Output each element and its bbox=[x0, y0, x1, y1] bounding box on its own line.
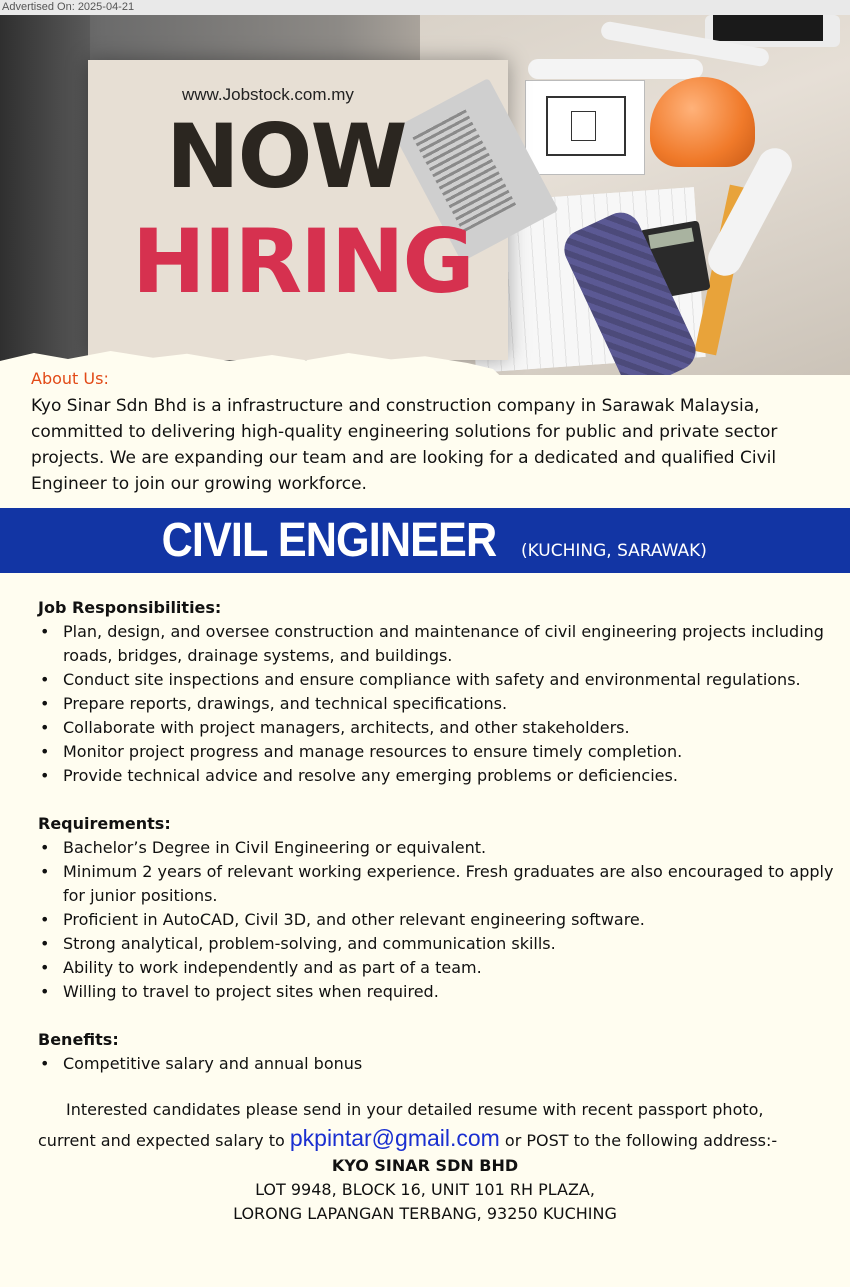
list-item: • Bachelor’s Degree in Civil Engineering or equivalent. bbox=[40, 838, 487, 857]
about-label: About Us: bbox=[31, 369, 109, 388]
floor-plan-image bbox=[525, 80, 645, 175]
list-item: • Willing to travel to project sites when required. bbox=[40, 982, 439, 1001]
list-item: • Ability to work independently and as part of a team. bbox=[40, 958, 482, 977]
advertised-bar bbox=[0, 0, 850, 15]
headline-now: NOW bbox=[166, 105, 406, 208]
list-item: • Monitor project progress and manage resources to ensure timely completion. bbox=[40, 742, 683, 761]
hero-background-left bbox=[0, 15, 90, 375]
responsibilities-heading: Job Responsibilities: bbox=[38, 598, 222, 617]
contact-email-line: current and expected salary to pkpintar@gmail.com or POST to the following address:- bbox=[38, 1125, 778, 1151]
website-url: www.Jobstock.com.my bbox=[182, 85, 354, 104]
list-item: • Competitive salary and annual bonus bbox=[40, 1054, 363, 1073]
job-title-banner bbox=[0, 508, 850, 573]
hero-image bbox=[0, 15, 850, 375]
about-text: Kyo Sinar Sdn Bhd is a infrastructure and construction company in Sarawak Malaysia, committed to delivering high-quality engineering solutions for public and private sector projects. We are expanding our team and are looking for a dedicated and qualified Civil Engineer to join our growing workforce. bbox=[31, 396, 778, 494]
list-item: • Proficient in AutoCAD, Civil 3D, and other relevant engineering software. bbox=[40, 910, 645, 929]
advertised-date: Advertised On: 2025-04-21 bbox=[2, 1, 135, 13]
responsibilities-list bbox=[38, 620, 838, 788]
contact-email-link[interactable]: pkpintar@gmail.com bbox=[289, 1125, 500, 1151]
benefits-list bbox=[38, 1052, 838, 1076]
list-item: • Collaborate with project managers, architects, and other stakeholders. bbox=[40, 718, 630, 737]
company-name: KYO SINAR SDN BHD bbox=[331, 1156, 519, 1175]
benefits-heading: Benefits: bbox=[38, 1030, 119, 1049]
list-item: • Conduct site inspections and ensure compliance with safety and environmental regulations. bbox=[40, 670, 801, 689]
job-title: CIVIL ENGINEER bbox=[161, 514, 497, 567]
requirements-list bbox=[38, 836, 838, 1004]
list-item: • Minimum 2 years of relevant working experience. Fresh graduates are also encouraged to apply for junior positions. bbox=[40, 862, 834, 905]
job-location: (KUCHING, SARAWAK) bbox=[520, 541, 707, 561]
list-item: • Plan, design, and oversee construction and maintenance of civil engineering projects including roads, bridges, drainage systems, and buildings. bbox=[40, 622, 824, 665]
contact-instruction: Interested candidates please send in your detailed resume with recent passport photo, bbox=[66, 1100, 764, 1119]
list-item: • Provide technical advice and resolve any emerging problems or deficiencies. bbox=[40, 766, 678, 785]
headline-hiring: HIRING bbox=[132, 210, 473, 313]
requirements-heading: Requirements: bbox=[38, 814, 171, 833]
benefits-section bbox=[38, 1028, 838, 1076]
list-item: • Strong analytical, problem-solving, and communication skills. bbox=[40, 934, 556, 953]
requirements-section bbox=[38, 812, 838, 1004]
address-line-1: LOT 9948, BLOCK 16, UNIT 101 RH PLAZA, bbox=[255, 1180, 595, 1199]
address-line-2: LORONG LAPANGAN TERBANG, 93250 KUCHING bbox=[233, 1204, 617, 1223]
blueprint-roll-image bbox=[528, 59, 703, 79]
responsibilities-section bbox=[38, 596, 838, 788]
list-item: • Prepare reports, drawings, and technical specifications. bbox=[40, 694, 508, 713]
